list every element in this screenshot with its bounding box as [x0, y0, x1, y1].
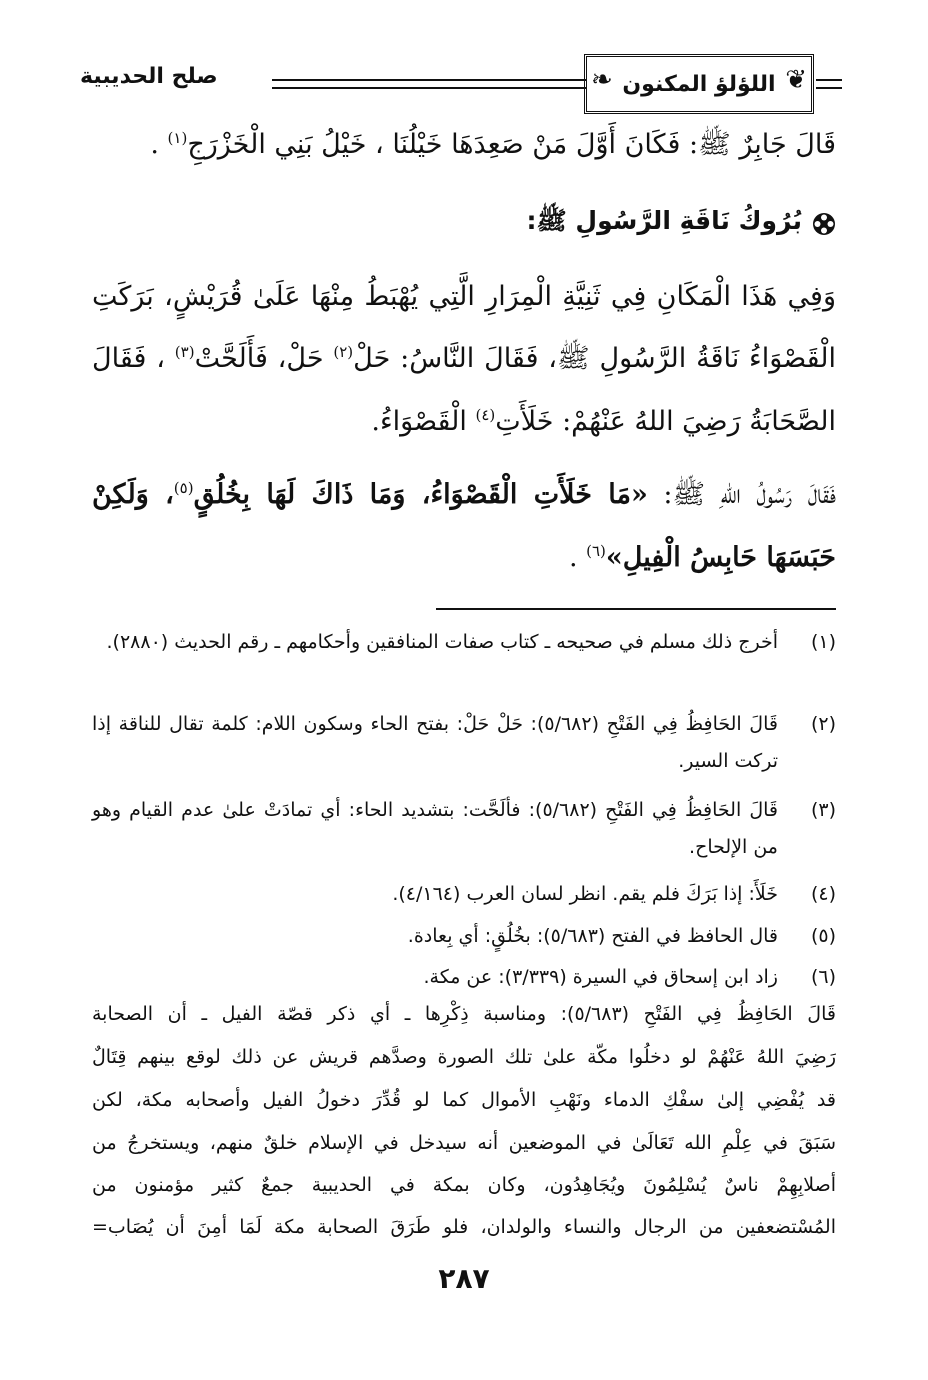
footnote-ref: (٣) — [174, 343, 195, 361]
running-header — [80, 52, 842, 116]
text-line — [371, 405, 836, 439]
section-heading — [527, 205, 836, 242]
book-title-frame — [584, 54, 814, 114]
footnote — [92, 918, 836, 955]
footnote-number: (٥) — [810, 925, 836, 947]
footnote-continuation-line: أصلابِهِمْ ناسٌ يُسْلِمُونَ ويُجَاهِدُون، وكان بمكة في الحديبية جمعٌ كثير مؤمنون من — [92, 1174, 836, 1196]
hadith-quote: «مَا خَلَأَتِ الْقَصْوَاءُ، وَمَا ذَاكَ لَهَا بِخُلُقٍ — [193, 479, 648, 510]
footnote-continuation-line: سَبَقَ في عِلْمِ الله تَعَالَىٰ في الموضعين أنه سيدخل في الإسلام خلقٌ منهم، ويستخرجُ من — [92, 1132, 836, 1154]
footnote-continuation-line: قَالَ الحَافِظُ فِي الفَتْحِ (٥/٦٨٣): ومناسبة ذِكْرِها ـ أي ذكر قصّة الفيل ـ أن الصحابة — [92, 1003, 836, 1025]
footnote-number: (٤) — [810, 883, 836, 905]
book-title: اللؤلؤ المكنون — [622, 71, 776, 97]
text-run: . — [150, 129, 168, 160]
footnote-ref: (٤) — [475, 406, 496, 424]
footnote-number: (٦) — [810, 966, 836, 988]
header-rule-middle — [272, 79, 586, 89]
footnote-text: زاد ابن إسحاق في السيرة (٣/٣٣٩): عن مكة. — [423, 966, 778, 988]
footnote-text: خَلَأَ: إذا بَرَكَ فلم يقم. انظر لسان العرب (٤/١٦٤). — [392, 883, 778, 905]
footnote-continuation-line: رَضِيَ اللهُ عَنْهُمْ لو دخلُوا مكّة علىٰ تلك الصورة وصدَّهم قريش عن ذلك لوقع بينهم قِتَالٌ — [92, 1046, 836, 1068]
page-number: ٢٨٧ — [438, 1262, 490, 1295]
text-run: وَفِي هَذَا الْمَكَانِ فِي ثَنِيَّةِ الْمِرَارِ الَّتِي يُهْبَطُ مِنْهَا عَلَىٰ قُرَيْشٍ، بَرَكَتِ — [92, 281, 836, 312]
footnote-text: قَالَ الحَافِظُ فِي الفَتْحِ (٥/٦٨٢): حَلْ حَلْ: بفتح الحاء وسكون اللام: كلمة تقال للناقة إذا تركت السير. — [92, 713, 778, 772]
footnote-continuation-line: قد يُفْضِي إلىٰ سفْكِ الدماء ونَهْبِ الأموال كما لو قُدِّرَ دخولُ الفيل وأصحابه مكة، لكن — [92, 1089, 836, 1111]
footnote — [92, 876, 836, 913]
footnote-ref: (٦) — [586, 542, 606, 560]
footnote — [92, 959, 836, 996]
footnote-ref: (٥) — [173, 479, 194, 497]
text-line — [92, 478, 836, 512]
text-line — [150, 128, 836, 162]
footnote-separator — [436, 608, 836, 610]
hadith-quote: ، وَلَكِنْ — [92, 479, 174, 510]
text-line — [92, 342, 836, 376]
ornament-icon: ❧ — [591, 65, 613, 95]
flower-icon — [812, 212, 836, 236]
text-run: ، فَقَالَ — [92, 343, 175, 374]
text-run: فَقَالَ رَسُولُ اللهِ ﷺ: — [647, 479, 837, 510]
text-run: قَالَ جَابِرٌ ﷺ: فَكَانَ أَوَّلَ مَنْ صَعِدَهَا خَيْلُنَا ، خَيْلُ بَنِي الْخَزْرَجِ — [187, 129, 836, 160]
header-rule-right — [816, 79, 842, 89]
footnote-number: (١) — [810, 631, 836, 653]
footnote — [92, 624, 836, 661]
footnote-ref: (١) — [167, 129, 188, 147]
footnote-number: (٢) — [810, 713, 836, 735]
text-run: حَلْ، فَأَلَحَّتْ — [194, 343, 334, 374]
text-run: الْقَصْوَاءُ نَاقَةُ الرَّسُولِ ﷺ، فَقَالَ النَّاسُ: حَلْ — [353, 343, 836, 374]
footnote-ref: (٢) — [333, 343, 354, 361]
footnote-text: قال الحافظ في الفتح (٥/٦٨٣): بخُلُقٍ: أي بِعادة. — [407, 925, 778, 947]
chapter-title: صلح الحديبية — [80, 64, 218, 89]
ornament-icon: ❦ — [785, 65, 807, 95]
footnote-continuation-line: المُسْتضعفين من الرجال والنساء والولدان، فلو طَرَقَ الصحابة مكة لَمَا أمِنَ أن يُصَاب= — [92, 1216, 836, 1238]
footnote — [92, 792, 836, 866]
text-run: . — [568, 542, 587, 573]
footnote-text: قَالَ الحَافِظُ فِي الفَتْحِ (٥/٦٨٢): فألَحَّت: بتشديد الحاء: أي تمادَتْ علىٰ عدم القيام وهو من الإلحاح. — [92, 799, 778, 858]
text-run: الصَّحَابَةُ رَضِيَ اللهُ عَنْهُمْ: خَلَأَتِ — [495, 406, 836, 437]
text-line — [569, 541, 836, 575]
text-line — [92, 280, 836, 314]
footnote — [92, 706, 836, 780]
text-run: الْقَصْوَاءُ. — [371, 406, 476, 437]
hadith-quote: حَبَسَهَا حَابِسُ الْفِيلِ» — [605, 542, 836, 573]
footnote-number: (٣) — [810, 799, 836, 821]
footnote-text: أخرج ذلك مسلم في صحيحه ـ كتاب صفات المنافقين وأحكامهم ـ رقم الحديث (٢٨٨٠). — [106, 631, 778, 653]
heading-text: بُرُوكُ نَاقَةِ الرَّسُولِ ﷺ: — [526, 206, 802, 235]
